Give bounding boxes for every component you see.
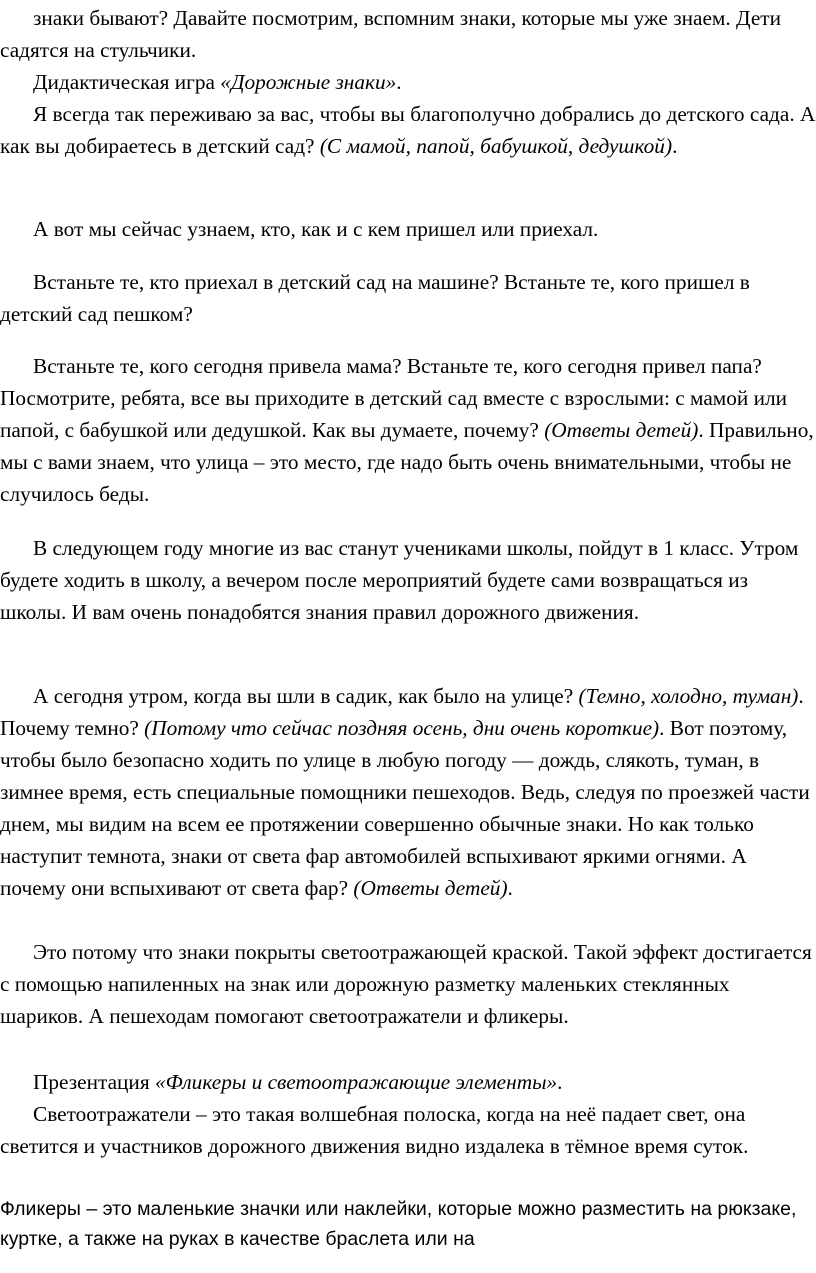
answer-note: (Потому что сейчас поздняя осень, дни очень короткие) — [144, 716, 660, 740]
paragraph-text: Фликеры – это маленькие значки или наклейки, которые можно разместить на рюкзаке, куртке, а также на руках в качестве браслета или на — [0, 1198, 797, 1250]
answer-note: (Ответы детей) — [544, 418, 699, 442]
paragraph-text: . — [557, 1070, 563, 1094]
paragraph-text: Это потому что знаки покрыты светоотражающей краской. Такой эффект достигается с помощью напиленных на знак или дорожную разметку маленьких стеклянных шариков. А пешеходам помогают светоотражатели и фликеры. — [0, 940, 812, 1028]
game-title: «Дорожные знаки» — [220, 70, 397, 94]
paragraph-text: Встаньте те, кто приехал в детский сад на машине? Встаньте те, кого пришел в детский сад пешком? — [0, 270, 750, 326]
paragraph-text: В следующем году многие из вас станут учениками школы, пойдут в 1 класс. Утром будете ходить в школу, а вечером после мероприятий будете сами возвращаться из школы. И вам очень понадобятся знания правил дорожного движения. — [0, 536, 799, 624]
paragraph-morning — [0, 680, 816, 904]
paragraph-stand-up-2 — [0, 350, 816, 510]
paragraph-text: А сегодня утром, когда вы шли в садик, как было на улице? — [33, 684, 579, 708]
answer-note: (С мамой, папой, бабушкой, дедушкой) — [319, 134, 673, 158]
answer-note: (Темно, холодно, туман) — [578, 684, 799, 708]
paragraph-flickers — [0, 1194, 816, 1254]
paragraph-text: знаки бывают? Давайте посмотрим, вспомним знаки, которые мы уже знаем. Дети садятся на стульчики. — [0, 6, 781, 62]
paragraph-stand-up-1 — [0, 266, 816, 330]
paragraph-text: . — [396, 70, 402, 94]
paragraph-intro — [0, 2, 816, 66]
paragraph-text: Я всегда так переживаю за вас, чтобы вы благополучно добрались до детского сада. А как вы добираетесь в детский сад? — [0, 102, 816, 158]
paragraph-text: А вот мы сейчас узнаем, кто, как и с кем пришел или приехал. — [33, 217, 599, 241]
paragraph-worry — [0, 98, 816, 162]
paragraph-presentation — [0, 1066, 816, 1098]
paragraph-text: . — [507, 876, 513, 900]
paragraph-text: Светоотражатели – это такая волшебная полоска, когда на неё падает свет, она светится и участников дорожного движения видно издалека в тёмное время суток. — [0, 1102, 749, 1158]
presentation-title: «Фликеры и светоотражающие элементы» — [154, 1070, 558, 1094]
paragraph-text: Презентация — [33, 1070, 155, 1094]
paragraph-text: . Вот поэтому, чтобы было безопасно ходить по улице в любую погоду — дождь, слякоть, туман, в зимнее время, есть специальные помощники пешеходов. Ведь, следуя по проезжей части днем, мы видим на всем ее протяжении совершенно обычные знаки. Но как только наступит темнота, знаки от света фар автомобилей вспыхивают яркими огнями. А почему они вспыхивают от света фар? — [0, 716, 810, 900]
paragraph-find-out — [0, 213, 816, 245]
paragraph-text: Дидактическая игра — [33, 70, 221, 94]
answer-note: (Ответы детей) — [353, 876, 508, 900]
paragraph-text: . — [672, 134, 678, 158]
paragraph-text: . Почему темно? — [0, 684, 804, 740]
paragraph-game — [0, 66, 816, 98]
paragraph-text: . Правильно, мы с вами знаем, что улица – это место, где надо быть очень внимательными, чтобы не случилось беды. — [0, 418, 814, 506]
paragraph-next-year — [0, 532, 816, 628]
paragraph-reflective-paint — [0, 936, 816, 1032]
paragraph-reflectors — [0, 1098, 816, 1162]
paragraph-text: Встаньте те, кого сегодня привела мама? Встаньте те, кого сегодня привел папа? Посмотрите, ребята, все вы приходите в детский сад вместе с взрослыми: с мамой или папой, с бабушкой или дедушкой. Как вы думаете, почему? — [0, 354, 788, 442]
